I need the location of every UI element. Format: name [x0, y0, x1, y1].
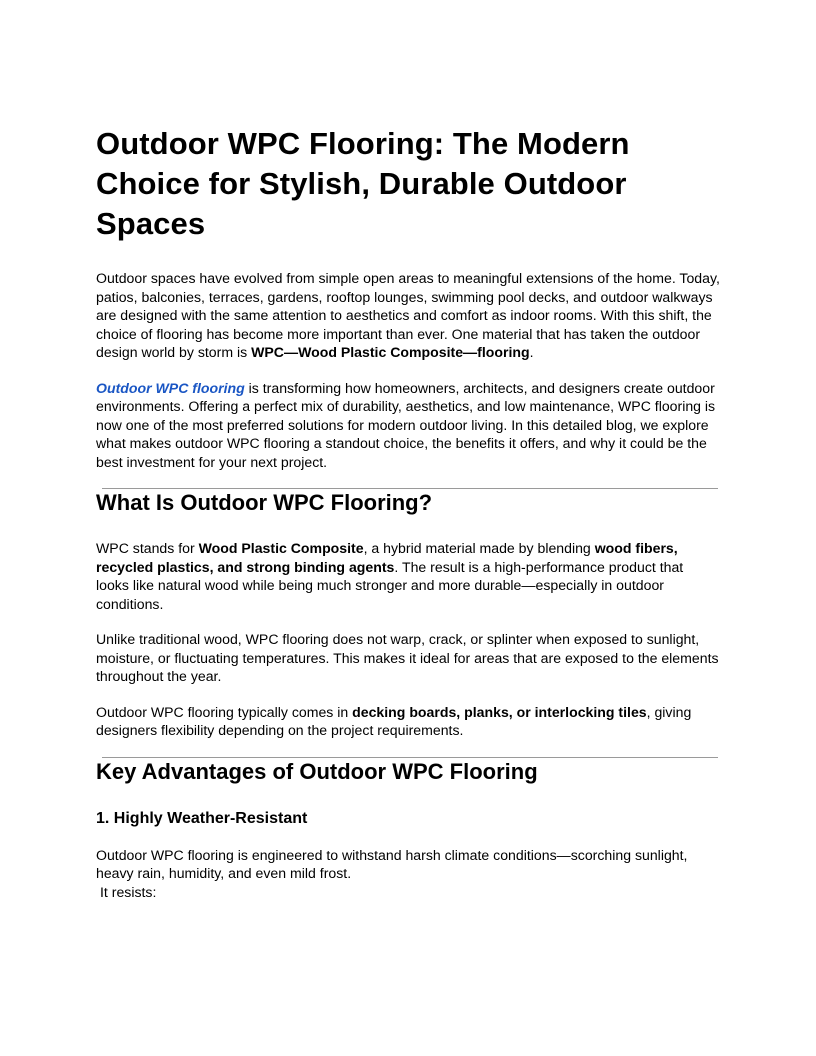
intro-p1-text: Outdoor spaces have evolved from simple open areas to meaningful extensions of the home. Today, patios, balconies, terraces, gardens, rooftop lounges, swimming pool decks, and outdoor walkways are designed with the same attention to aesthetics and comfort as indoor rooms. With this shift, the choice of flooring has become more important than ever. One material that has taken the outdoor design world by storm is — [96, 270, 720, 360]
section-heading-advantages: Key Advantages of Outdoor WPC Flooring — [96, 758, 538, 784]
what-paragraph-1 — [96, 539, 720, 613]
intro-paragraph-1 — [96, 269, 720, 362]
what-p1-text-a: WPC stands for — [96, 540, 199, 556]
document-page — [96, 124, 720, 918]
what-p3-bold: decking boards, planks, or interlocking tiles — [352, 703, 647, 720]
page-title: Outdoor WPC Flooring: The Modern Choice for Stylish, Durable Outdoor Spaces — [96, 126, 630, 241]
weather-p-line-1: Outdoor WPC flooring is engineered to withstand harsh climate conditions—scorching sunlight, heavy rain, humidity, and even mild frost. — [96, 846, 688, 881]
what-p3-text-a: Outdoor WPC flooring typically comes in — [96, 703, 353, 720]
weather-p-line-2: It resists: — [100, 883, 157, 900]
intro-p2-text: is transforming how homeowners, architects, and designers create outdoor environments. Offering a perfect mix of durability, aesthetics, and low maintenance, WPC flooring is now one of the most preferred solutions for modern outdoor living. In this detailed blog, we explore what makes outdoor WPC flooring a standout choice, the benefits it offers, and why it could be the best investment for your next project. — [96, 379, 716, 470]
what-p1-bold-1: Wood Plastic Composite — [198, 540, 364, 556]
section-heading-what: What Is Outdoor WPC Flooring? — [96, 490, 433, 515]
what-p1-text-d: . The result is a high-performance product that looks like natural wood while being much stronger and more durable—especially in outdoor conditions. — [96, 558, 684, 612]
what-paragraph-2: Unlike traditional wood, WPC flooring does not warp, crack, or splinter when exposed to sunlight, moisture, or fluctuating temperatures. This makes it ideal for areas that are exposed to the elements throughout the year. — [96, 631, 719, 684]
what-p1-text-c: , a hybrid material made by blending — [363, 540, 595, 556]
intro-paragraph-2 — [96, 379, 720, 472]
weather-paragraph — [96, 846, 720, 902]
intro-p1-end: . — [529, 344, 534, 360]
what-paragraph-3 — [96, 703, 720, 740]
subheading-weather-resistant: 1. Highly Weather-Resistant — [96, 809, 308, 827]
what-p3-text-c: , giving designers flexibility depending on the project requirements. — [96, 703, 692, 738]
outdoor-wpc-flooring-link[interactable]: Outdoor WPC flooring — [96, 379, 245, 396]
intro-p1-bold: WPC—Wood Plastic Composite—flooring — [251, 344, 530, 360]
what-p1-bold-2: wood fibers, recycled plastics, and strong binding agents — [96, 540, 678, 575]
